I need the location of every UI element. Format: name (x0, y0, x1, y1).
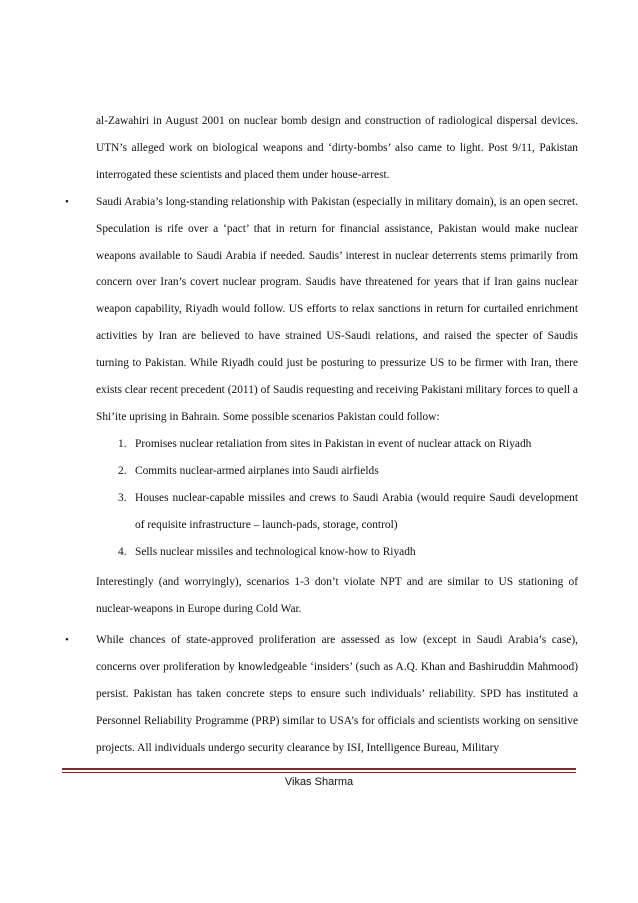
scenario-item (118, 458, 578, 485)
scenario-number: 2. (118, 464, 127, 477)
scenario-item (118, 539, 578, 566)
scenario-text: Houses nuclear-capable missiles and crews to Saudi Arabia (would require Saudi development of requisite infrastructure – launch-pads, storage, control) (135, 491, 578, 531)
paragraph-text: While chances of state-approved proliferation are assessed as low (except in Saudi Arabia’s case), concerns over proliferation by knowledgeable ‘insiders’ (such as A.Q. Khan and Bashiruddin Mahmood) persist. Pakistan has taken concrete steps to ensure such individuals’ reliability. SPD has instituted a Personnel Reliability Programme (PRP) similar to USA’s for officials and scientists working on sensitive projects. All individuals undergo security clearance by ISI, Intelligence Bureau, Military (96, 634, 578, 754)
scenario-number: 4. (118, 545, 127, 558)
bullet-marker: • (65, 634, 69, 647)
footer-author: Vikas Sharma (284, 776, 354, 788)
scenario-number: 3. (118, 491, 127, 504)
scenario-number: 1. (118, 437, 127, 450)
paragraph-insiders (65, 627, 578, 762)
scenario-text: Commits nuclear-armed airplanes into Saudi airfields (135, 464, 379, 477)
paragraph-continuation: al-Zawahiri in August 2001 on nuclear bomb design and construction of radiological dispersal devices. UTN’s alleged work on biological weapons and ‘dirty-bombs’ also came to light. Post 9/11, Pakistan interrogated these scientists and placed them under house-arrest. (96, 115, 578, 181)
scenario-item (118, 485, 578, 539)
scenario-list (96, 431, 578, 566)
footer-rule-thin (62, 772, 576, 773)
paragraph-interestingly: Interestingly (and worryingly), scenarios 1-3 don’t violate NPT and are similar to US stationing of nuclear-weapons in Europe during Cold War. (96, 576, 578, 616)
scenario-item (118, 431, 578, 458)
footer-rule-thick (62, 768, 576, 770)
scenario-text: Promises nuclear retaliation from sites in Pakistan in event of nuclear attack on Riyadh (135, 437, 532, 450)
paragraph-text: Saudi Arabia’s long-standing relationship with Pakistan (especially in military domain), is an open secret. Speculation is rife over a ‘pact’ that in return for financial assistance, Pakistan would make nuclear weapons available to Saudi Arabia if needed. Saudis’ interest in nuclear deterrents stems primarily from concern over Iran’s covert nuclear program. Saudis have threatened for years that if Iran gains nuclear weapon capability, Riyadh would follow. US efforts to relax sanctions in return for curtailed enrichment activities by Iran are believed to have strained US-Saudi relations, and raised the specter of Saudis turning to Pakistan. While Riyadh could just be posturing to pressurize US to be firmer with Iran, there exists clear recent precedent (2011) of Saudis requesting and receiving Pakistani military forces to quell a Shi’ite uprising in Bahrain. Some possible scenarios Pakistan could follow: (96, 195, 578, 423)
bullet-marker: • (65, 195, 69, 208)
scenario-text: Sells nuclear missiles and technological know-how to Riyadh (135, 545, 416, 558)
paragraph-saudi-arabia (65, 189, 578, 431)
body-text (65, 108, 578, 762)
